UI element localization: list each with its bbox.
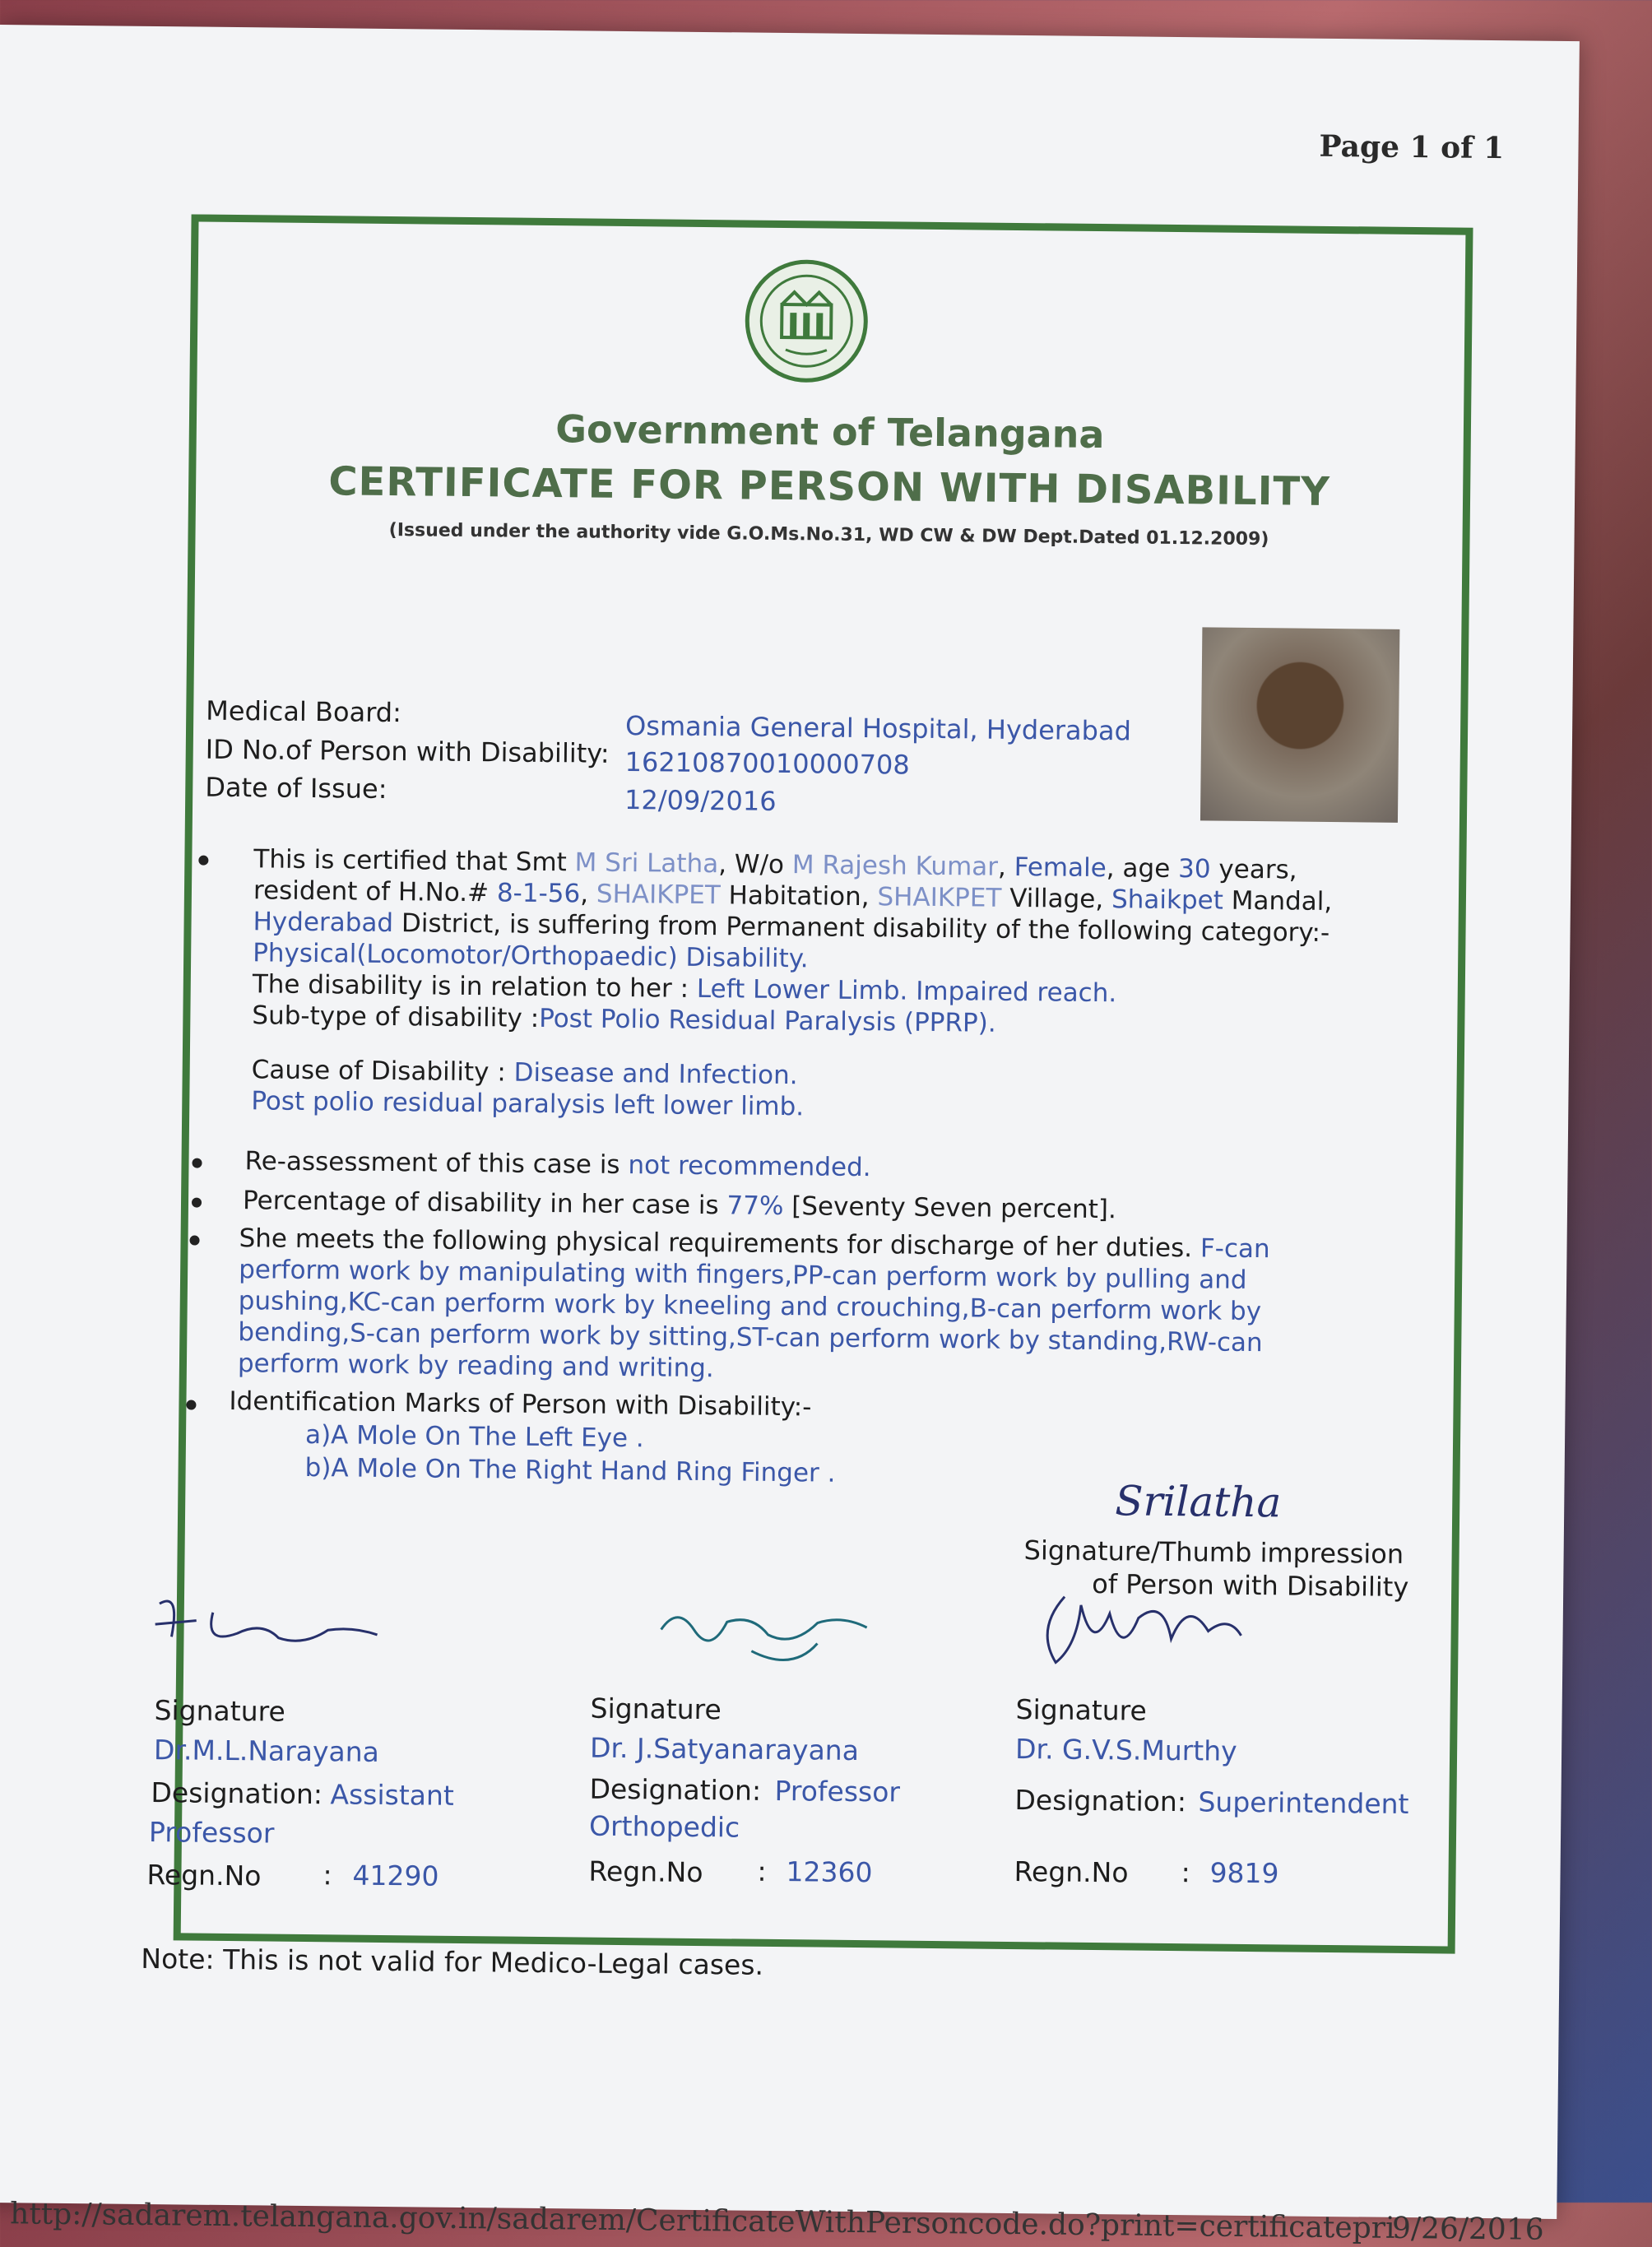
doctor-1-name: Dr.M.L.Narayana (153, 1734, 380, 1768)
doctor-2-designation-2: Orthopedic (588, 1809, 740, 1844)
doctor-3-designation-label: Designation: (1014, 1784, 1187, 1818)
doctor-1-designation-label: Designation: (151, 1776, 323, 1811)
doctor-3-regn-separator: : (1181, 1856, 1190, 1889)
identification-mark-a: a)A Mole On The Left Eye . (304, 1419, 644, 1454)
doctor-2-regn: 12360 (786, 1855, 873, 1889)
doctor-3-regn: 9819 (1209, 1856, 1279, 1890)
certificate-frame (141, 214, 1473, 1981)
person-signature-label-2: of Person with Disability (1092, 1568, 1409, 1604)
person-signature-label-1: Signature/Thumb impression (1023, 1534, 1404, 1570)
doctor-1-signature-label: Signature (154, 1694, 285, 1728)
certificate-page (0, 25, 1580, 2247)
identification-mark-b: b)A Mole On The Right Hand Ring Finger . (304, 1452, 836, 1488)
person-photo (1200, 627, 1399, 823)
id-label: ID No.of Person with Disability: (205, 733, 610, 769)
medico-legal-note: Note: This is not valid for Medico-Legal cases. (141, 1942, 764, 1981)
doctor-1-regn: 41290 (352, 1859, 439, 1892)
medical-board-value: Osmania General Hospital, Hyderabad (624, 710, 1132, 747)
doctor-3-name: Dr. G.V.S.Murthy (1014, 1733, 1237, 1767)
svg-text:Srilatha: Srilatha (1114, 1477, 1282, 1527)
certificate-title: CERTIFICATE FOR PERSON WITH DISABILITY (328, 458, 1331, 515)
issued-under-text: (Issued under the authority vide G.O.Ms.No.31, WD CW & DW Dept.Dated 01.12.2009) (388, 519, 1269, 550)
doctor-2-regn-separator: : (757, 1855, 767, 1887)
doctor-1-designation: Assistant (330, 1778, 455, 1812)
bullet-certification (198, 856, 208, 866)
doctor-1-designation-2: Professor (148, 1816, 275, 1850)
bullet-requirements (189, 1235, 199, 1245)
doctor-2-regn-label: Regn.No (588, 1855, 703, 1889)
doctor-1-regn-label: Regn.No (146, 1858, 262, 1892)
footer-date: 9/26/2016 (1391, 2211, 1544, 2247)
doctor-2-signature-label: Signature (590, 1692, 722, 1726)
footer-url: http://sadarem.telangana.gov.in/sadarem/CertificateWithPersoncode.do?print=certificatepri (9, 2197, 1395, 2245)
doctor-1-regn-separator: : (323, 1859, 332, 1892)
date-value: 12/09/2016 (624, 784, 777, 817)
certification-paragraph: This is certified that Smt M Sri Latha, W/o M Rajesh Kumar, Female, age 30 years, resident of H.No.# 8-1-56, SHAIKPET Habitation, SHAIKPET Village, Shaikpet Mandal, Hyderabad District, is suffering from Permanent disability of the following category:- Physical(Locomotor/Orthopaedic) Disability. The disability is in relation to her : Left Lower Limb. Impaired reach. Sub-type of disability :Post Polio Residual Paralysis (PPRP). Cause of Disability : Disease and Infection. Post polio residual paralysis left lower limb. (251, 844, 1333, 1122)
bullet-reassessment (192, 1158, 202, 1168)
medical-board-label: Medical Board: (206, 694, 402, 729)
bullet-percentage (192, 1198, 202, 1208)
doctor-2-designation-label: Designation: (589, 1772, 762, 1807)
reassessment-line: Re-assessment of this case is not recommended. (244, 1146, 871, 1183)
bullet-identification (186, 1400, 196, 1409)
id-value: 16210870010000708 (624, 746, 910, 781)
doctor-2-name: Dr. J.Satyanarayana (589, 1731, 860, 1767)
doctor-2-designation: Professor (774, 1774, 901, 1808)
person-handwritten-signature (1107, 1469, 1305, 1538)
doctor-1-signature-mark (146, 1587, 419, 1664)
doctor-3-signature-label: Signature (1015, 1693, 1148, 1727)
telangana-emblem-icon (744, 259, 869, 384)
doctor-3-designation: Superintendent (1198, 1785, 1409, 1821)
government-name: Government of Telangana (555, 406, 1105, 457)
percentage-line: Percentage of disability in her case is 77% [Seventy Seven percent]. (242, 1186, 1117, 1225)
doctor-3-regn-label: Regn.No (1014, 1855, 1129, 1889)
requirements-paragraph: She meets the following physical requirements for discharge of her duties. F-can perform work by manipulating with fingers,PP-can perform work by pulling and pushing,KC-can perform work by kneeling and crouching,B-can perform work by bending,S-can perform work by sitting,ST-can perform work by standing,RW-can perform work by reading and writing. (237, 1223, 1270, 1384)
identification-label: Identification Marks of Person with Disability:- (229, 1386, 812, 1423)
doctor-3-signature-mark (1031, 1580, 1262, 1681)
page-indicator: Page 1 of 1 (1319, 128, 1505, 166)
doctor-2-signature-mark (644, 1596, 908, 1673)
date-label: Date of Issue: (205, 771, 387, 805)
